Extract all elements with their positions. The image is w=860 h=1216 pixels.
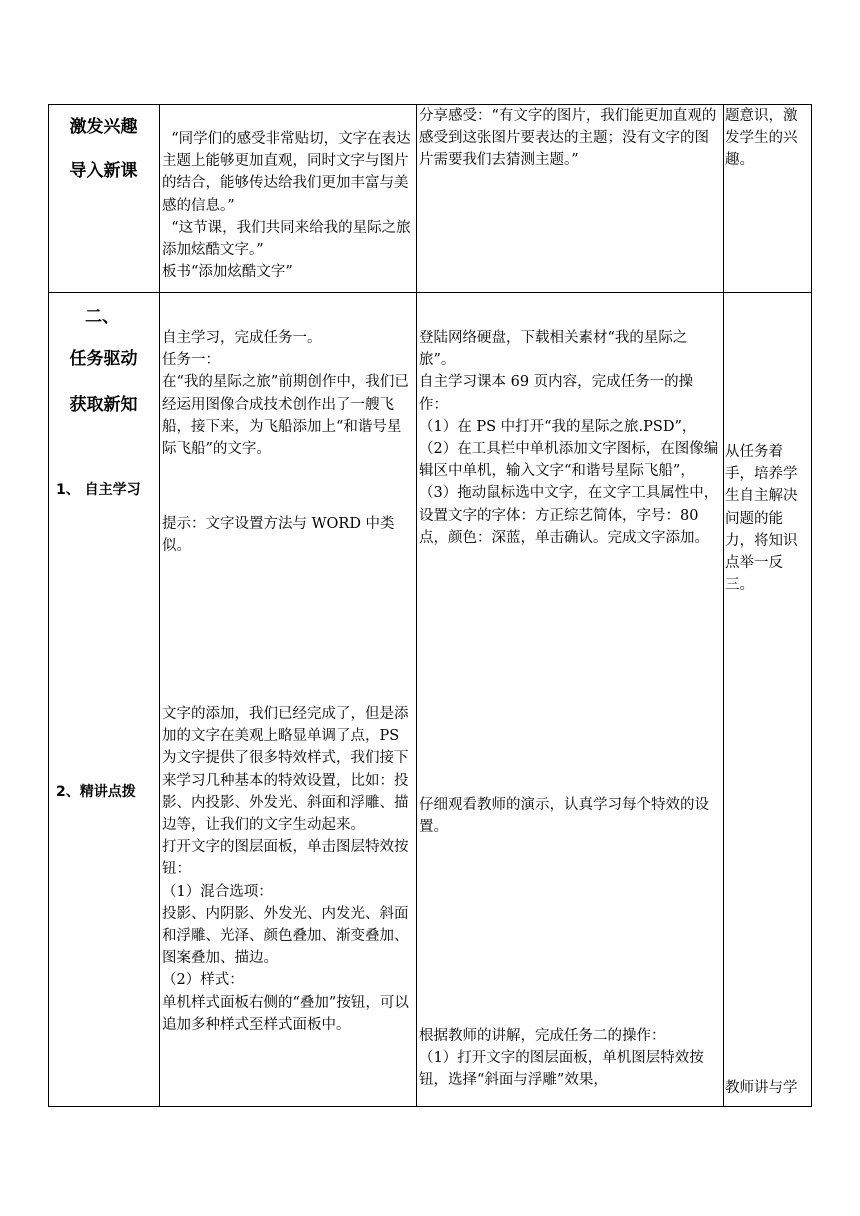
task2-student-steps: 根据教师的讲解，完成任务二的操作： （1）打开文字的图层面板，单机图层特效按钮，选择“斜面与浮雕”效果， xyxy=(419,1028,704,1089)
task1-hint: 提示：文字设置方法与 WORD 中类似。 xyxy=(162,516,395,555)
effects-instruction: 文字的添加，我们已经完成了，但是添加的文字在美观上略显单调了点，PS 为文字提供了很多特效样式，我们接下来学习几种基本的特效设置，比如：投影、内投影、外发光、斜面和浮雕、描边等，让我们的文字生动起来。 打开文字的图层面板，单击图层特效按钮： （1）混合选项： 投影、内阴影、外发光、内发光、斜面和浮雕、光泽、颜色叠加、渐变叠加、图案叠加、描边。 （2）样式： 单机样式面板右侧的“叠加”按钮，可以追加多种样式至样式面板中。 xyxy=(162,706,409,1033)
task1-description: 自主学习，完成任务一。 任务一： 在“我的星际之旅”前期创作中，我们已经运用图像合成技术创作出了一艘飞船，接下来，为飞船添加上“和谐号星际飞船”的文字。 xyxy=(162,330,409,458)
teacher-lecture-note: 教师讲与学 xyxy=(725,1080,798,1096)
subsection-lecture-guidance: 2、精讲点拨 xyxy=(56,784,136,800)
subsection-self-study: 1、 自主学习 xyxy=(56,482,141,498)
column-divider-1 xyxy=(159,104,160,1107)
observe-demo-text: 仔细观看教师的演示，认真学习每个特效的设置。 xyxy=(419,797,709,836)
table-border-bottom xyxy=(48,1106,812,1107)
table-border-left xyxy=(48,104,49,1107)
task1-student-steps: 登陆网络硬盘，下载相关素材“我的星际之旅”。 自主学习课本 69 页内容，完成任务一的操作： （1）在 PS 中打开“我的星际之旅.PSD”， （2）在工具栏中单机添加文字图标，在图像编辑区中单机，输入文字“和谐号星际飞船”， （3）拖动鼠标选中文字，在文字工具属性中，设置文字的字体：方正综艺简体，字号：80 点，颜色：深蓝，单击确认。完成文字添加。 xyxy=(419,330,719,546)
column-divider-2 xyxy=(416,104,417,1107)
table-border-right xyxy=(811,104,812,1107)
row1-stage-title-line1: 激发兴趣 xyxy=(69,117,138,137)
section-title-line2: 获取新知 xyxy=(69,395,138,415)
section-title-line1: 任务驱动 xyxy=(69,349,138,369)
row1-student-activity: 分享感受：“有文字的图片，我们能更加直观的感受到这张图片要表达的主题；没有文字的图片需要我们去猜测主题。” xyxy=(419,108,717,169)
row-divider xyxy=(48,292,812,293)
task-design-intent: 从任务着手，培养学生自主解决问题的能力，将知识点举一反三。 xyxy=(725,444,798,594)
section-number: 二、 xyxy=(85,307,119,327)
row1-design-intent: 题意识，激发学生的兴趣。 xyxy=(725,108,798,169)
column-divider-3 xyxy=(723,104,724,1107)
row1-stage-title-line2: 导入新课 xyxy=(69,161,138,181)
row1-teacher-activity: “同学们的感受非常贴切，文字在表达主题上能够更加直观，同时文字与图片的结合，能够传达给我们更加丰富与美感的信息。” “这节课，我们共同来给我的星际之旅添加炫酷文字。” 板书“添加炫酷文字” xyxy=(162,131,411,281)
lesson-plan-table xyxy=(48,104,812,1107)
